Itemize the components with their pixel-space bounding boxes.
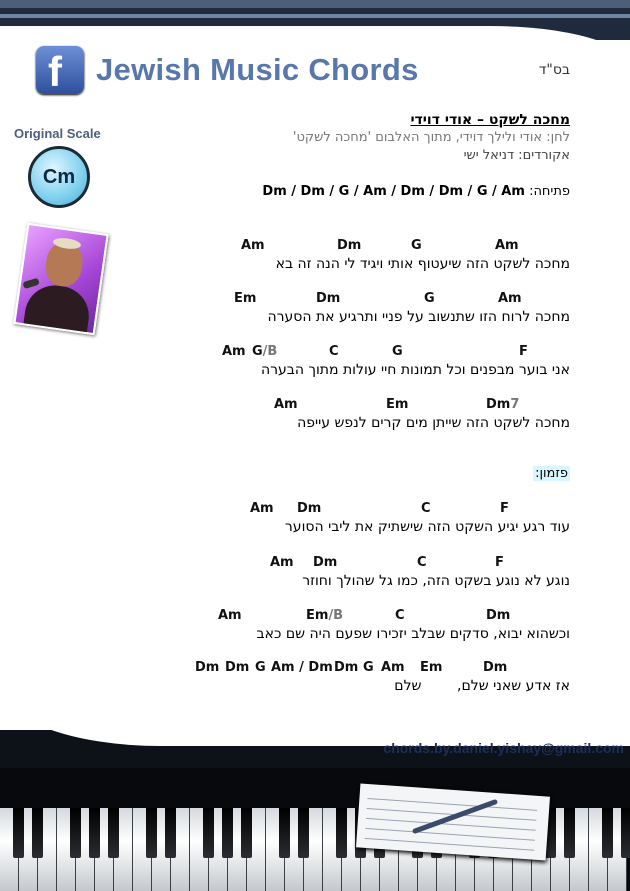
chord: Am <box>495 238 519 253</box>
piano-black-key <box>165 808 176 858</box>
chord-line <box>0 660 630 676</box>
piano-black-key <box>564 808 575 858</box>
chord-line <box>0 344 630 360</box>
lyric-line: וכשהוא יבוא, סדקים שבלב יזכירו שפעם היה שם כאב <box>256 626 570 642</box>
chord: F <box>495 555 504 570</box>
piano-black-key <box>602 808 613 858</box>
piano-black-key <box>146 808 157 858</box>
chord: Am / Dm <box>271 660 333 675</box>
chord: G <box>411 238 422 253</box>
chord: C <box>417 555 427 570</box>
piano-black-key <box>621 808 630 858</box>
intro-label: פתיחה: <box>529 184 570 199</box>
contact-email[interactable]: chords.by.daniel.yishay@gmail.com <box>383 740 624 756</box>
chord: Am <box>381 660 405 675</box>
piano-black-key <box>70 808 81 858</box>
chord: Am <box>250 501 274 516</box>
bsd-mark: בס"ד <box>538 62 570 78</box>
lyric-line: עוד רגע יגיע השקט הזה שישתיק את ליבי הסוער <box>284 519 570 535</box>
arranger-line: אקורדים: דניאל ישי <box>463 148 570 163</box>
chord: C <box>329 344 339 359</box>
chord: Dm <box>313 555 338 570</box>
chord-line <box>0 555 630 571</box>
piano-black-key <box>108 808 119 858</box>
chord: Em <box>234 291 257 306</box>
chord: F <box>519 344 528 359</box>
chord: Dm <box>297 501 322 516</box>
chord-line <box>0 397 630 413</box>
chord: Dm <box>486 608 511 623</box>
facebook-logo-icon[interactable]: f <box>36 46 84 94</box>
chord: Dm <box>316 291 341 306</box>
notepad <box>356 783 550 860</box>
chord: Am <box>274 397 298 412</box>
chord: Dm <box>195 660 220 675</box>
site-title: Jewish Music Chords <box>96 52 419 87</box>
song-title: מחכה לשקט – אודי דוידי <box>410 112 570 128</box>
piano-black-key <box>241 808 252 858</box>
chord: G/B <box>252 344 278 359</box>
chord: G <box>255 660 266 675</box>
piano-black-key <box>32 808 43 858</box>
lyric-line: אני בוער מבפנים וכל תמונות חיי עולות מתוך הבערה <box>260 362 570 378</box>
chord: G <box>392 344 403 359</box>
intro-chords: Dm / Dm / G / Am / Dm / Dm / G / Am <box>262 184 525 199</box>
chord: C <box>395 608 405 623</box>
top-stripe <box>0 0 630 8</box>
lyric-line: מחכה לשקט הזה שייתן מים קרים לנפש עייפה <box>297 415 570 431</box>
chord: Dm7 <box>486 397 520 412</box>
chord: F <box>500 501 509 516</box>
top-stripe-accent <box>0 14 630 18</box>
piano-black-key <box>203 808 214 858</box>
chord: Em <box>420 660 443 675</box>
lyric-line: מחכה לשקט הזה שיעטוף אותי ויגיד לי הנה זה בא <box>275 256 570 272</box>
chord: Dm <box>225 660 250 675</box>
chord: G <box>363 660 374 675</box>
piano-black-key <box>89 808 100 858</box>
piano-black-key <box>336 808 347 858</box>
chord-line <box>0 501 630 517</box>
piano-black-key <box>13 808 24 858</box>
chord-line <box>0 291 630 307</box>
chord: Am <box>498 291 522 306</box>
chord: G <box>424 291 435 306</box>
chord: Em/B <box>306 608 344 623</box>
chord: Am <box>241 238 265 253</box>
chord: Em <box>386 397 409 412</box>
chorus-label: פזמון: <box>535 466 568 481</box>
lyric-line: אז אדע שאני שלם, שלם <box>394 678 570 694</box>
intro-line <box>262 184 570 199</box>
chord: Am <box>222 344 246 359</box>
lyric-line: נוגע לא נוגע בשקט הזה, כמו גל שהולך וחוזר <box>302 573 570 589</box>
composer-line: לחן: אודי ולילך דוידי, מתוך האלבום 'מחכה לשקט' <box>292 130 570 145</box>
original-scale-label: Original Scale <box>14 126 101 141</box>
chord-line <box>0 238 630 254</box>
piano-black-key <box>279 808 290 858</box>
chord: Am <box>218 608 242 623</box>
chord: Dm <box>334 660 359 675</box>
chord: Dm <box>483 660 508 675</box>
chord: Dm <box>337 238 362 253</box>
chord-line <box>0 608 630 624</box>
lyric-line: מחכה לרוח הזו שתנשוב על פניי ותרגיע את הסערה <box>267 309 570 325</box>
piano-black-key <box>298 808 309 858</box>
piano-black-key <box>222 808 233 858</box>
chord: Am <box>270 555 294 570</box>
chord: C <box>421 501 431 516</box>
scale-badge: Cm <box>28 146 90 208</box>
